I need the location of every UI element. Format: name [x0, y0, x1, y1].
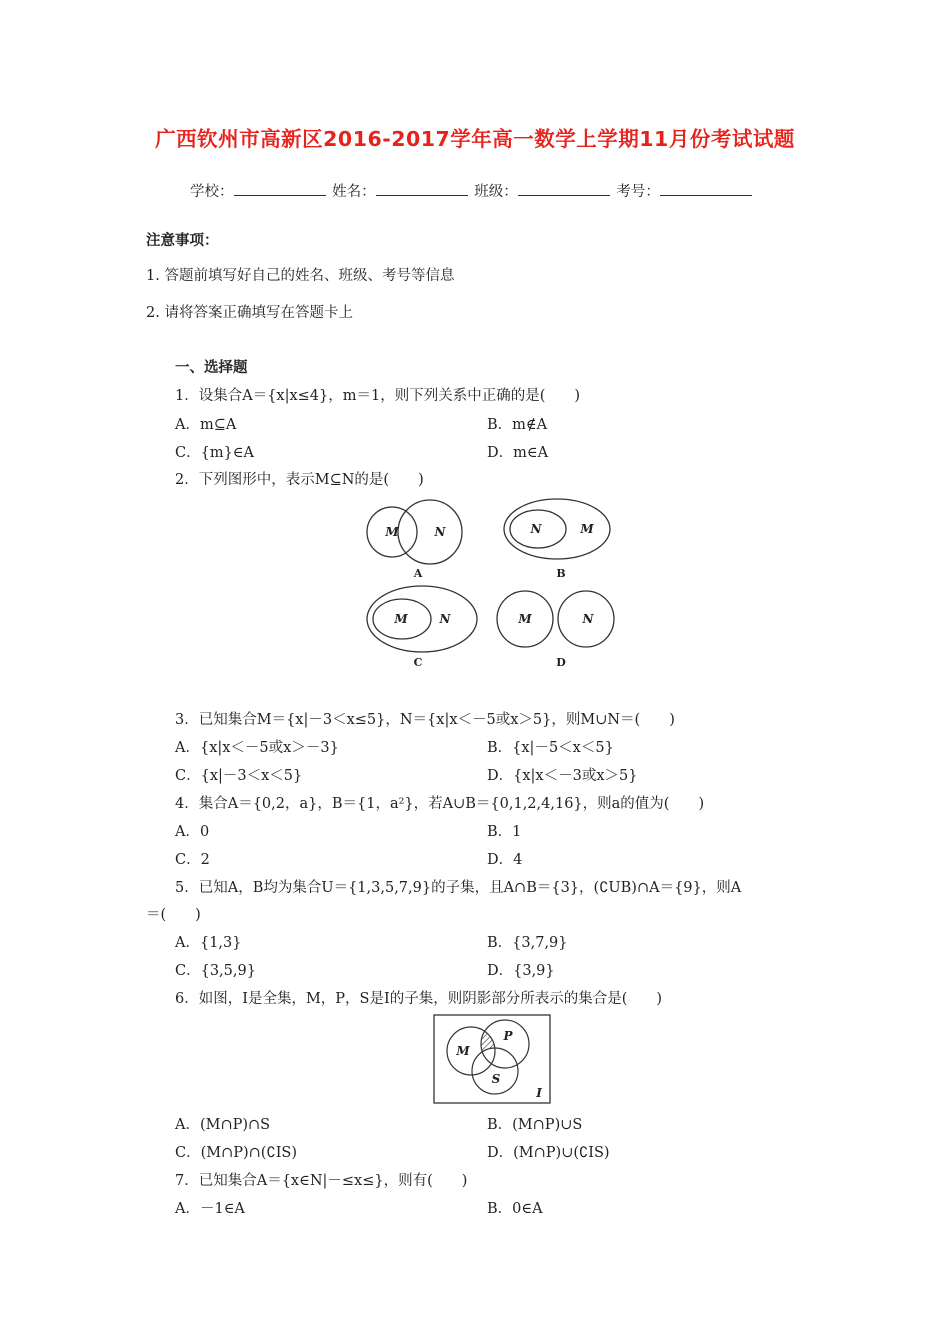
- option: B．{3,7,9}: [487, 935, 568, 951]
- info-name-label: 姓名：: [332, 184, 376, 200]
- label-M: M: [580, 522, 594, 536]
- option: C．{x|－3＜x＜5}: [175, 768, 303, 784]
- question-stem: 1．设集合A＝{x|x≤4}，m＝1，则下列关系中正确的是( ): [175, 388, 581, 404]
- option: D．(M∩P)∪(∁IS): [487, 1145, 610, 1161]
- option: D．{3,9}: [487, 963, 555, 979]
- option: B．1: [487, 824, 522, 840]
- option: B．m∉A: [487, 417, 548, 433]
- option: C．{3,5,9}: [175, 963, 256, 979]
- venn-figures-q2: [360, 498, 620, 673]
- label-S: S: [491, 1072, 501, 1086]
- option: B．{x|－5＜x＜5}: [487, 740, 614, 756]
- option: D．{x|x＜－3或x＞5}: [487, 768, 638, 784]
- question-stem: 3．已知集合M＝{x|－3＜x≤5}，N＝{x|x＜－5或x＞5}，则M∪N＝( ): [175, 712, 675, 728]
- option: A．(M∩P)∩S: [175, 1117, 271, 1133]
- student-info: [190, 180, 754, 201]
- figure-caption-D: D: [556, 656, 566, 669]
- info-number-label: 考号：: [616, 184, 660, 200]
- option: B．0∈A: [487, 1201, 543, 1217]
- option: A．－1∈A: [175, 1201, 245, 1217]
- option: B．(M∩P)∪S: [487, 1117, 583, 1133]
- section-heading: 一、选择题: [175, 360, 248, 376]
- option: A．{x|x＜－5或x＞－3}: [175, 740, 339, 756]
- name-blank: [376, 181, 468, 196]
- label-P: P: [503, 1029, 513, 1043]
- notice-heading: 注意事项：: [146, 233, 219, 249]
- question-stem: 2．下列图形中，表示M⊆N的是( ): [175, 472, 424, 488]
- option: A．0: [175, 824, 210, 840]
- question-stem: 6．如图，I是全集，M，P，S是I的子集，则阴影部分所表示的集合是( ): [175, 991, 663, 1007]
- question-stem: 4．集合A＝{0,2，a}，B＝{1，a²}，若A∪B＝{0,1,2,4,16}，则a的值为( ): [175, 796, 705, 812]
- label-I: I: [536, 1086, 542, 1100]
- label-M: M: [394, 612, 408, 626]
- label-M: M: [518, 612, 532, 626]
- option: D．4: [487, 852, 523, 868]
- info-school-label: 学校：: [190, 184, 234, 200]
- option: D．m∈A: [487, 445, 549, 461]
- question-stem-continued: ＝( ): [146, 907, 201, 923]
- page-title: 广西钦州市高新区2016-2017学年高一数学上学期11月份考试试题: [155, 127, 795, 151]
- school-blank: [234, 181, 326, 196]
- question-stem: 5．已知A，B均为集合U＝{1,3,5,7,9}的子集，且A∩B＝{3}，(∁UB)∩A＝{9}，则A: [175, 880, 742, 896]
- label-N: N: [439, 612, 451, 626]
- info-class-label: 班级：: [474, 184, 518, 200]
- option: A．{1,3}: [175, 935, 242, 951]
- venn-figure-q6: [433, 1014, 551, 1104]
- figure-caption-A: A: [413, 567, 423, 580]
- notice-item: 2. 请将答案正确填写在答题卡上: [146, 305, 353, 321]
- option: C．2: [175, 852, 210, 868]
- figure-caption-B: B: [556, 567, 566, 580]
- question-stem: 7．已知集合A＝{x∈N|－≤x≤}，则有( ): [175, 1173, 468, 1189]
- label-M: M: [385, 525, 399, 539]
- label-N: N: [582, 612, 594, 626]
- number-blank: [660, 181, 752, 196]
- label-N: N: [434, 525, 446, 539]
- figure-caption-C: C: [413, 656, 423, 669]
- label-M: M: [456, 1044, 470, 1058]
- label-N: N: [530, 522, 542, 536]
- notice-item: 1. 答题前填写好自己的姓名、班级、考号等信息: [146, 268, 455, 284]
- option: C．{m}∈A: [175, 445, 254, 461]
- option: C．(M∩P)∩(∁IS): [175, 1145, 298, 1161]
- option: A．m⊆A: [175, 417, 237, 433]
- class-blank: [518, 181, 610, 196]
